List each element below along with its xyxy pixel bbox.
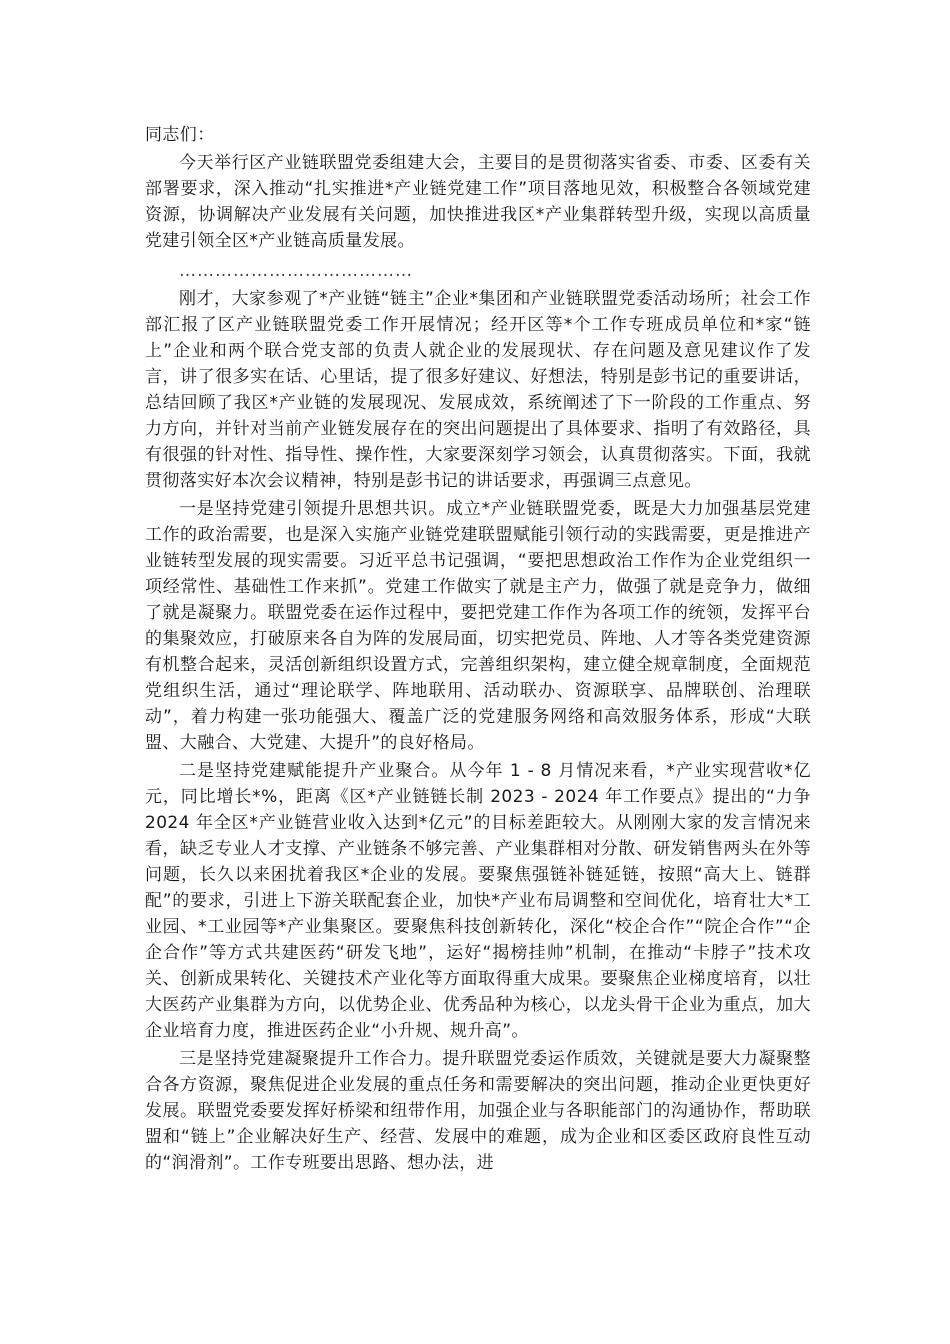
review-paragraph: 刚才，大家参观了*产业链“链主”企业*集团和产业链联盟党委活动场所；社会工作部汇报了区产业链联盟党委工作开展情况；经开区等*个工作专班成员单位和*家“链上”企业和两个联合党支部的负责人就企业的发展现状、存在问题及意见建议作了发言，讲了很多实在话、心里话，提了很多好建议、好想法，特别是彭书记的重要讲话，总结回顾了我区*产业链的发展现况、发展成效，系统阐述了下一阶段的工作重点、努力方向，并针对当前产业链发展存在的突出问题提出了具体要求、指明了有效路径，具有很强的针对性、指导性、操作性，大家要深刻学习领会，认真贯彻落实。下面，我就贯彻落实好本次会议精神，特别是彭书记的讲话要求，再强调三点意见。 xyxy=(145,289,811,491)
intro-paragraph: 今天举行区产业链联盟党委组建大会，主要目的是贯彻落实省委、市委、区委有关部署要求，深入推动“扎实推进*产业链党建工作”项目落地见效，积极整合各领域党建资源，协调解决产业发展有关问题，加快推进我区*产业集群转型升级，实现以高质量党建引领全区*产业链高质量发展。 xyxy=(145,153,811,251)
point-three-paragraph: 三是坚持党建凝聚提升工作合力。提升联盟党委运作质效，关键就是要大力凝聚整合各方资源，聚焦促进企业发展的重点任务和需要解决的突出问题，推动企业更快更好发展。联盟党委要发挥好桥梁和纽带作用，加强企业与各职能部门的沟通协作，帮助联盟和“链上”企业解决好生产、经营、发展中的难题，成为企业和区委区政府良性互动的“润滑剂”。工作专班要出思路、想办法，进 xyxy=(145,1049,811,1173)
point-two-paragraph: 二是坚持党建赋能提升产业聚合。从今年 1 - 8 月情况来看，*产业实现营收*亿元，同比增长*%，距离《区*产业链链长制 2023 - 2024 年工作要点》提出的“力争 2024 年全区*产业链营业收入达到*亿元”的目标差距较大。从刚刚大家的发言情况来看，缺乏专业人才支撑、产业链条不够完善、产业集群相对分散、研发销售两头在外等问题，长久以来困扰着我区*企业的发展。要聚焦强链补链延链，按照“高大上、链群配”的要求，引进上下游关联配套企业，加快*产业布局调整和空间优化，培育壮大*工业园、*工业园等*产业集聚区。要聚焦科技创新转化，深化“校企合作”“院企合作”“企企合作”等方式共建医药“研发飞地”，运好“揭榜挂帅”机制，在推动“卡脖子”技术攻关、创新成果转化、关键技术产业化等方面取得重大成果。要聚焦企业梯度培育，以壮大医药产业集群为方向，以优势企业、优秀品种为核心，以龙头骨干企业为重点，加大企业培育力度，推进医药企业“小升规、规升高”。 xyxy=(145,761,811,1041)
document-body xyxy=(145,122,811,1178)
ellipsis-separator: ………………………………… xyxy=(179,261,413,281)
salutation: 同志们： xyxy=(145,125,215,145)
point-one-paragraph: 一是坚持党建引领提升思想共识。成立*产业链联盟党委，既是大力加强基层党建工作的政治需要，也是深入实施产业链党建联盟赋能引领行动的实践需要，更是推进产业链转型发展的现实需要。习近平总书记强调，“要把思想政治工作作为企业党组织一项经常性、基础性工作来抓”。党建工作做实了就是主产力，做强了就是竞争力，做细了就是凝聚力。联盟党委在运作过程中，要把党建工作作为各项工作的统领，发挥平台的集聚效应，打破原来各自为阵的发展局面，切实把党员、阵地、人才等各类党建资源有机整合起来，灵活创新组织设置方式，完善组织架构，建立健全规章制度，全面规范党组织生活，通过“理论联学、阵地联用、活动联办、资源联享、品牌联创、治理联动”，着力构建一张功能强大、覆盖广泛的党建服务网络和高效服务体系，形成“大联盟、大融合、大党建、大提升”的良好格局。 xyxy=(145,499,811,753)
